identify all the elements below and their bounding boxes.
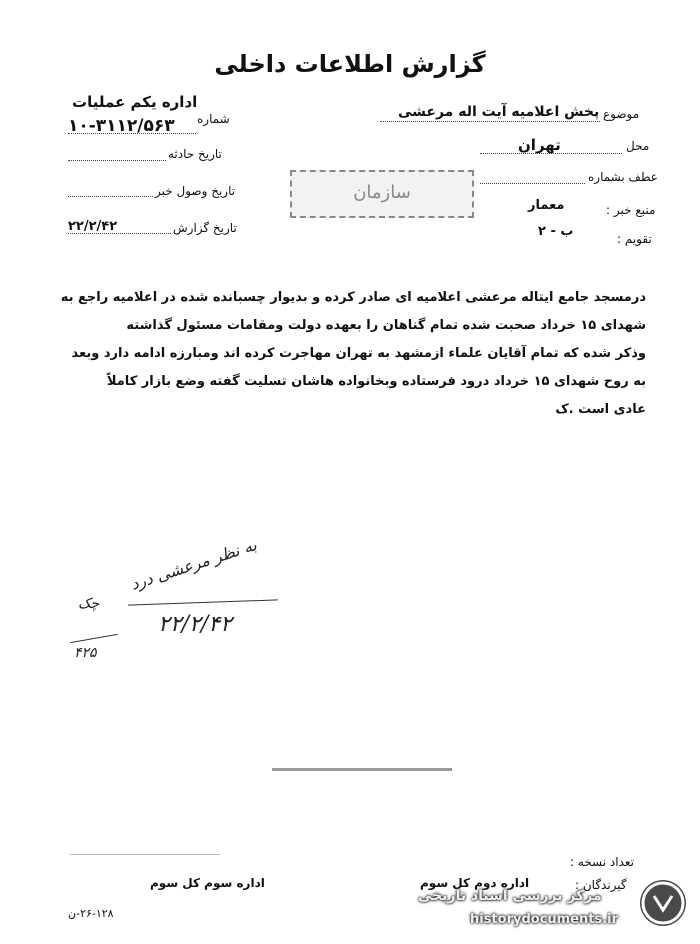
stamp-text: سازمان <box>353 182 411 203</box>
evaluation-label: تقویم : <box>617 232 652 246</box>
faded-stamp <box>290 170 474 218</box>
source-label: منبع خبر : <box>606 203 656 217</box>
handwritten-divider <box>70 634 117 643</box>
receipt-date-label: تاریخ وصول خبر <box>155 184 236 198</box>
place-label: محل <box>626 139 650 153</box>
body-line-2: شهدای ۱۵ خرداد صحبت شده تمام گناهان را بعهده دولت ومقامات مسئول گذاشته <box>126 318 646 333</box>
report-date-label: تاریخ گزارش <box>173 221 237 235</box>
handwritten-side-code: ۴۲۵ <box>74 645 97 661</box>
incident-date-line <box>68 160 166 161</box>
watermark-name: مرکز بررسی اسناد تاریخی <box>418 888 602 904</box>
subject-value: پخش اعلامیه آیت اله مرعشی <box>398 104 600 120</box>
body-line-1: درمسجد جامع ایتاله مرعشی اعلامیه ای صادر کرده و بدیوار چسبانده شده در اعلامیه راجع به <box>60 290 646 305</box>
source-value: معمار <box>528 198 565 213</box>
report-date-line <box>68 233 171 234</box>
place-line <box>480 153 622 154</box>
form-code: ۲۶-۱۲۸-ن <box>68 907 114 920</box>
report-date-value: ۲۲/۲/۴۲ <box>68 219 118 234</box>
reference-label: عطف بشماره <box>588 170 658 184</box>
report-title: گزارش اطلاعات داخلی <box>214 50 486 78</box>
scan-mark-left <box>70 854 220 855</box>
reference-line <box>480 183 585 184</box>
number-value: ۱۰-۳۱۱۲/۵۶۳ <box>68 116 175 136</box>
watermark-logo-icon <box>640 880 686 926</box>
subject-label: موضوع <box>603 107 640 121</box>
recipient-2: اداره سوم کل سوم <box>150 876 265 890</box>
body-line-3: وذکر شده که تمام آقایان علماء ازمشهد به تهران مهاجرت کرده اند ومبارزه ادامه دارد وبعد <box>71 346 646 361</box>
body-line-4: به روح شهدای ۱۵ خرداد درود فرستاده وبخانواده هاشان تسلیت گفته وضع بازار کاملاً <box>106 374 646 389</box>
recipient-1: اداره دوم کل سوم <box>420 876 530 890</box>
handwritten-underline <box>128 599 278 605</box>
receipt-date-line <box>68 196 153 197</box>
copies-label: تعداد نسخه : <box>570 855 635 869</box>
recipients-label: گیرندگان : <box>575 878 627 892</box>
handwritten-number: ۲۲/۲/۴۲ <box>158 612 232 637</box>
incident-date-label: تاریخ حادثه <box>168 147 222 161</box>
archive-logo-icon <box>640 880 686 926</box>
handwritten-side-note: چک <box>78 596 100 612</box>
subject-line <box>380 121 600 122</box>
handwritten-note: به نظر مرعشی درد <box>128 535 259 594</box>
number-line <box>68 133 196 134</box>
operations-unit: اداره یکم عملیات <box>72 93 198 111</box>
place-value: تهران <box>518 136 561 154</box>
body-line-5: عادی است .ک <box>555 402 646 417</box>
evaluation-value: ب - ۲ <box>538 224 574 239</box>
watermark-url: historydocuments.ir <box>470 912 619 927</box>
number-label: شماره <box>197 112 230 126</box>
scan-mark-top <box>272 768 452 771</box>
